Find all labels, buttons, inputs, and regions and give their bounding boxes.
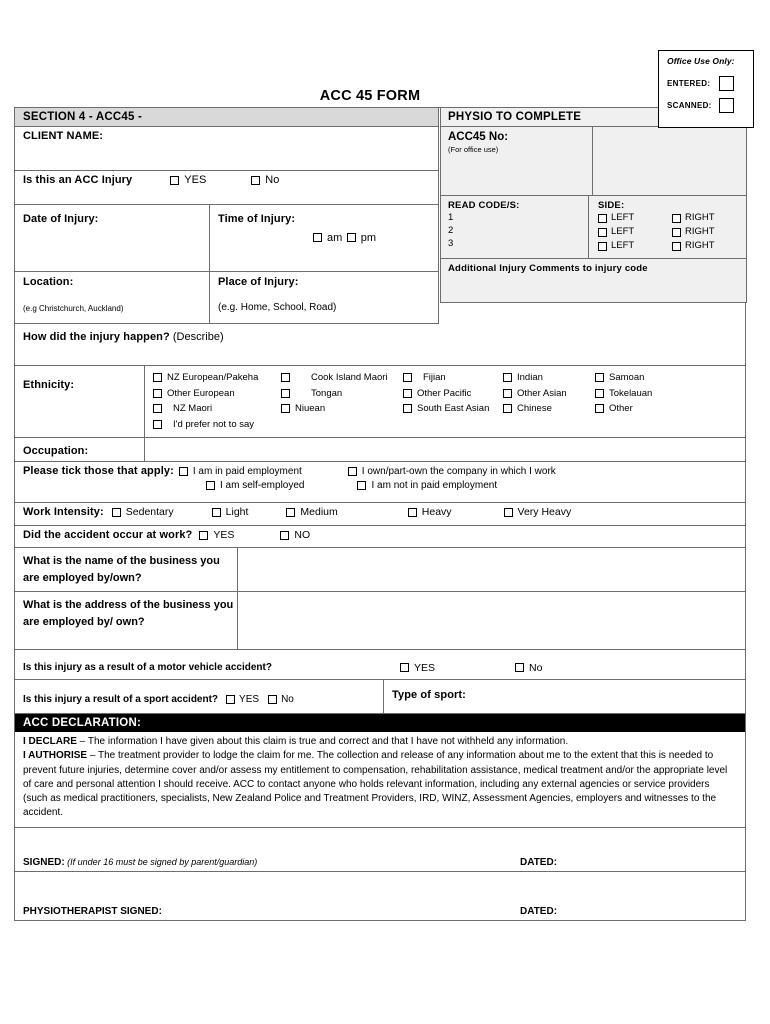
ethnicity-checkbox[interactable] <box>503 389 512 398</box>
declare-paragraph <box>23 735 735 749</box>
tick-apply-label: Please tick those that apply: <box>23 465 174 477</box>
work-intensity-sedentary-checkbox[interactable] <box>112 508 121 517</box>
ethnicity-option-label: South East Asian <box>417 403 490 414</box>
side-left-label: LEFT <box>611 226 635 237</box>
ethnicity-checkbox[interactable] <box>281 373 290 382</box>
time-of-injury-cell[interactable] <box>210 205 438 271</box>
ethnicity-option-label: Chinese <box>517 403 552 414</box>
self-employed-checkbox[interactable] <box>206 481 215 490</box>
ethnicity-option[interactable] <box>153 370 281 386</box>
ethnicity-option[interactable] <box>403 401 503 417</box>
ethnicity-option-label: Tongan <box>311 387 343 399</box>
ethnicity-checkbox[interactable] <box>595 404 604 413</box>
work-intensity-very-heavy-checkbox[interactable] <box>504 508 513 517</box>
side-right-checkbox[interactable] <box>672 242 681 251</box>
declare-text: – The information I have given about this claim is true and correct and that I have not withheld any information. <box>76 736 569 747</box>
side-left-option[interactable] <box>598 239 672 253</box>
side-right-label: RIGHT <box>685 240 715 251</box>
ethnicity-checkbox[interactable] <box>403 404 412 413</box>
accident-at-work-yes-label: YES <box>213 529 235 541</box>
ethnicity-option[interactable] <box>153 386 281 402</box>
date-of-injury-label: Date of Injury: <box>23 213 99 225</box>
sport-no-label: No <box>281 694 294 705</box>
time-am-checkbox[interactable] <box>313 233 322 242</box>
signed-label: SIGNED: <box>23 856 65 868</box>
time-pm-label: pm <box>360 231 377 244</box>
office-use-entered-row <box>667 76 753 91</box>
work-intensity-option-label: Heavy <box>421 506 452 518</box>
side-left-option[interactable] <box>598 211 672 225</box>
side-cell <box>589 196 746 258</box>
motor-vehicle-yes-checkbox[interactable] <box>400 663 409 672</box>
side-right-option[interactable] <box>672 239 746 253</box>
physiotherapist-signed-label: PHYSIOTHERAPIST SIGNED: <box>23 905 162 917</box>
work-intensity-option-label: Light <box>225 506 249 518</box>
ethnicity-checkbox[interactable] <box>595 389 604 398</box>
ethnicity-checkbox[interactable] <box>281 389 290 398</box>
read-code-number[interactable]: 1 <box>448 212 454 223</box>
ethnicity-option[interactable] <box>503 386 595 402</box>
side-right-checkbox[interactable] <box>672 214 681 223</box>
work-intensity-option-label: Very Heavy <box>517 506 572 518</box>
time-am-label: am <box>327 231 343 244</box>
accident-at-work-content <box>15 526 745 541</box>
business-name-input[interactable] <box>238 548 745 591</box>
tick-apply-line-2 <box>206 480 745 491</box>
acc-injury-no-checkbox[interactable] <box>251 176 260 185</box>
time-pm-option[interactable] <box>347 232 376 244</box>
ethnicity-option[interactable] <box>281 386 403 402</box>
ethnicity-checkbox[interactable] <box>503 373 512 382</box>
ethnicity-checkbox[interactable] <box>153 420 162 429</box>
ethnicity-option[interactable] <box>153 401 281 417</box>
physio-acc45-no-row <box>441 127 746 196</box>
read-code-number[interactable]: 3 <box>448 238 454 249</box>
date-of-injury-cell[interactable] <box>15 205 210 271</box>
location-cell[interactable] <box>15 272 210 323</box>
physio-signed-cell[interactable] <box>23 906 520 917</box>
scanned-label: SCANNED: <box>667 101 712 110</box>
motor-vehicle-row <box>15 650 745 680</box>
side-left-option[interactable] <box>598 225 672 239</box>
type-of-sport-label: Type of sport: <box>392 689 466 701</box>
sport-yes-label: YES <box>239 694 260 705</box>
side-right-label: RIGHT <box>685 226 715 237</box>
acc45-no-label: ACC45 No: <box>448 131 509 143</box>
side-right-label: RIGHT <box>685 212 715 223</box>
side-row <box>598 211 746 225</box>
for-office-use-note: (For office use) <box>448 145 499 154</box>
signed-hint: (If under 16 must be signed by parent/guardian) <box>64 856 258 867</box>
side-left-checkbox[interactable] <box>598 228 607 237</box>
ethnicity-option[interactable] <box>281 370 403 386</box>
page-title: ACC 45 FORM <box>319 88 421 104</box>
how-did-injury-happen-row[interactable] <box>15 324 745 366</box>
ethnicity-option-label: Other Pacific <box>417 387 472 399</box>
ethnicity-checkbox[interactable] <box>153 389 162 398</box>
side-label: SIDE: <box>598 200 625 211</box>
is-acc-injury-content <box>15 171 438 186</box>
side-left-label: LEFT <box>611 240 635 251</box>
ethnicity-checkbox[interactable] <box>503 404 512 413</box>
sport-question-cell <box>15 680 384 713</box>
office-use-scanned-row <box>667 98 753 113</box>
occupation-label: Occupation: <box>23 445 89 457</box>
place-of-injury-cell[interactable] <box>210 272 438 323</box>
client-name-row <box>15 127 439 171</box>
additional-injury-comments-cell[interactable] <box>441 259 746 302</box>
ethnicity-row <box>15 366 745 438</box>
accident-at-work-yes-checkbox[interactable] <box>199 531 208 540</box>
physio-to-complete-panel <box>440 107 747 303</box>
ethnicity-option-label: Other Asian <box>517 387 567 399</box>
ethnicity-option-label: NZ European/Pakeha <box>167 372 259 383</box>
authorise-paragraph <box>23 749 735 820</box>
ethnicity-option-label: Other <box>609 403 633 414</box>
ethnicity-option-label: NZ Maori <box>173 403 213 414</box>
office-use-title: Office Use Only: <box>667 56 735 66</box>
occupation-input[interactable] <box>145 438 745 461</box>
acc-injury-no-label: No <box>265 174 280 186</box>
side-left-checkbox[interactable] <box>598 242 607 251</box>
motor-vehicle-no-checkbox[interactable] <box>515 663 524 672</box>
ethnicity-checkbox[interactable] <box>153 373 162 382</box>
ethnicity-option-row <box>153 417 745 433</box>
side-right-checkbox[interactable] <box>672 228 681 237</box>
acc-injury-no-option[interactable] <box>251 174 279 186</box>
work-intensity-content <box>15 503 745 518</box>
sport-question: Is this injury a result of a sport accident? <box>23 694 219 705</box>
physio-acc45-no-cell <box>441 127 593 195</box>
time-of-injury-label: Time of Injury: <box>218 213 296 225</box>
entered-label: ENTERED: <box>667 79 711 88</box>
scanned-checkbox[interactable] <box>719 98 734 113</box>
read-codes-label: READ CODE/S: <box>448 200 520 211</box>
sport-accident-row <box>15 680 745 714</box>
ethnicity-option[interactable] <box>281 401 403 417</box>
time-pm-checkbox[interactable] <box>347 233 356 242</box>
read-code-number[interactable]: 2 <box>448 225 454 236</box>
location-place-row <box>15 272 439 324</box>
how-happen-label: How did the injury happen? <box>23 331 170 343</box>
tick-apply-line-1 <box>23 465 745 477</box>
side-left-label: LEFT <box>611 212 635 223</box>
time-am-option[interactable] <box>313 232 342 244</box>
dated-label: DATED: <box>520 856 558 868</box>
business-address-row <box>15 592 745 650</box>
client-name-label: CLIENT NAME: <box>23 130 104 142</box>
ethnicity-option[interactable] <box>595 401 685 417</box>
section-header: SECTION 4 - ACC45 - <box>15 108 439 127</box>
occupation-label-cell <box>15 438 145 461</box>
accident-at-work-label: Did the accident occur at work? <box>23 529 193 541</box>
ethnicity-option-row <box>153 370 745 386</box>
ethnicity-option[interactable] <box>595 370 685 386</box>
ethnicity-option[interactable] <box>503 370 595 386</box>
accident-at-work-row <box>15 526 745 548</box>
ethnicity-option[interactable] <box>153 417 281 433</box>
work-intensity-option-label: Medium <box>300 506 338 518</box>
business-name-row <box>15 548 745 592</box>
declaration-header: ACC DECLARATION: <box>15 714 745 732</box>
business-name-question: What is the name of the business you are employed by/own? <box>15 548 238 591</box>
entered-checkbox[interactable] <box>719 76 734 91</box>
motor-vehicle-content <box>15 650 745 682</box>
own-company-checkbox[interactable] <box>348 467 357 476</box>
ethnicity-option-label: Cook Island Maori <box>311 372 388 383</box>
work-intensity-heavy-checkbox[interactable] <box>408 508 417 517</box>
how-happen-describe: (Describe) <box>169 331 224 343</box>
not-paid-employment-label: I am not in paid employment <box>371 480 498 491</box>
is-acc-injury-label: Is this an ACC Injury <box>23 174 133 186</box>
dated-cell-2[interactable] <box>520 906 745 917</box>
signed-cell[interactable] <box>23 857 520 868</box>
ethnicity-option-label: Samoan <box>609 372 645 383</box>
physio-panel-header: PHYSIO TO COMPLETE <box>441 108 746 127</box>
work-intensity-light-checkbox[interactable] <box>212 508 221 517</box>
work-intensity-row <box>15 503 745 526</box>
motor-vehicle-yes-label: YES <box>413 661 435 674</box>
employment-status-row <box>15 462 745 503</box>
ethnicity-checkbox[interactable] <box>403 389 412 398</box>
paid-employment-checkbox[interactable] <box>179 467 188 476</box>
ethnicity-option-label: I'd prefer not to say <box>173 418 255 430</box>
side-right-option[interactable] <box>672 211 746 225</box>
own-company-label: I own/part-own the company in which I work <box>361 465 556 477</box>
business-address-input[interactable] <box>238 592 745 649</box>
ethnicity-option-label: Niuean <box>295 403 326 414</box>
additional-comments-label: Additional Injury Comments to injury code <box>448 263 648 274</box>
ethnicity-option[interactable] <box>595 386 685 402</box>
physio-readcode-side-row <box>441 196 746 259</box>
declare-bold: I DECLARE <box>23 736 77 747</box>
not-paid-employment-checkbox[interactable] <box>357 481 366 490</box>
physio-acc45-no-input[interactable] <box>593 127 746 195</box>
ethnicity-option[interactable] <box>403 386 503 402</box>
sport-no-checkbox[interactable] <box>268 695 277 704</box>
ethnicity-option-label: Other European <box>167 387 235 399</box>
injury-datetime-row <box>15 205 439 272</box>
side-left-checkbox[interactable] <box>598 214 607 223</box>
sport-yes-checkbox[interactable] <box>226 695 235 704</box>
how-happen-content <box>15 324 745 345</box>
work-intensity-medium-checkbox[interactable] <box>286 508 295 517</box>
ethnicity-label-cell <box>15 366 145 437</box>
motor-vehicle-question: Is this injury as a result of a motor vehicle accident? <box>23 662 272 673</box>
location-label: Location: <box>23 276 74 288</box>
side-row <box>598 225 746 239</box>
employment-status-content <box>15 462 745 491</box>
dated-cell-1[interactable] <box>520 857 745 868</box>
work-intensity-option-label: Sedentary <box>125 506 174 518</box>
business-address-question: What is the address of the business you are employed by/ own? <box>15 592 238 649</box>
motor-vehicle-no-label: No <box>528 661 543 674</box>
side-row <box>598 239 746 253</box>
signed-row <box>15 828 745 872</box>
side-right-option[interactable] <box>672 225 746 239</box>
acc-injury-yes-label: YES <box>184 174 207 186</box>
location-hint: (e.g Christchurch, Auckland) <box>23 304 124 313</box>
ethnicity-option[interactable] <box>503 401 595 417</box>
self-employed-label: I am self-employed <box>220 480 305 491</box>
is-acc-injury-row <box>15 171 439 205</box>
ethnicity-option[interactable] <box>403 370 503 386</box>
ethnicity-option-label: Tokelauan <box>609 387 653 399</box>
physiotherapist-signed-row <box>15 872 745 920</box>
ethnicity-checkbox[interactable] <box>595 373 604 382</box>
declaration-body <box>15 732 745 828</box>
occupation-row <box>15 438 745 462</box>
place-of-injury-hint: (e.g. Home, School, Road) <box>218 302 337 313</box>
authorise-text: – The treatment provider to lodge the claim for me. The collection and release of any information about me to the extent that this is needed to prevent future injuries, determine cover and/or assess my entitlement to compensation, rehabilitation assistance, medical treatment and/or the appropriate level of care and personal attention I should receive. ACC to contact anyone who holds relevant information, including any external agencies or service providers (such as medical practitioners, specialists, New Zealand Police and Treatment Providers, IRD, WINZ, Assessment Agencies, employers and witnesses to the accident. <box>23 750 728 819</box>
dated-label: DATED: <box>520 905 558 917</box>
ethnicity-options-cell <box>145 366 745 437</box>
authorise-bold: I AUTHORISE <box>23 750 88 762</box>
acc-injury-yes-option[interactable] <box>170 174 206 186</box>
paid-employment-label: I am in paid employment <box>192 465 302 477</box>
place-of-injury-label: Place of Injury: <box>218 276 299 288</box>
ethnicity-option-label: Fijian <box>423 372 446 383</box>
ethnicity-checkbox[interactable] <box>403 373 412 382</box>
ethnicity-label: Ethnicity: <box>23 379 75 391</box>
accident-at-work-no-checkbox[interactable] <box>280 531 289 540</box>
type-of-sport-cell[interactable] <box>384 680 745 713</box>
ethnicity-checkbox[interactable] <box>281 404 290 413</box>
client-name-input[interactable] <box>15 142 438 164</box>
acc-injury-yes-checkbox[interactable] <box>170 176 179 185</box>
ethnicity-option-row <box>153 386 745 402</box>
ethnicity-option-label: Indian <box>517 372 543 383</box>
ethnicity-option-row <box>153 401 745 417</box>
read-codes-cell <box>441 196 589 258</box>
work-intensity-label: Work Intensity: <box>23 506 104 518</box>
office-use-box <box>658 50 754 128</box>
accident-at-work-no-label: NO <box>294 529 311 541</box>
ethnicity-checkbox[interactable] <box>153 404 162 413</box>
